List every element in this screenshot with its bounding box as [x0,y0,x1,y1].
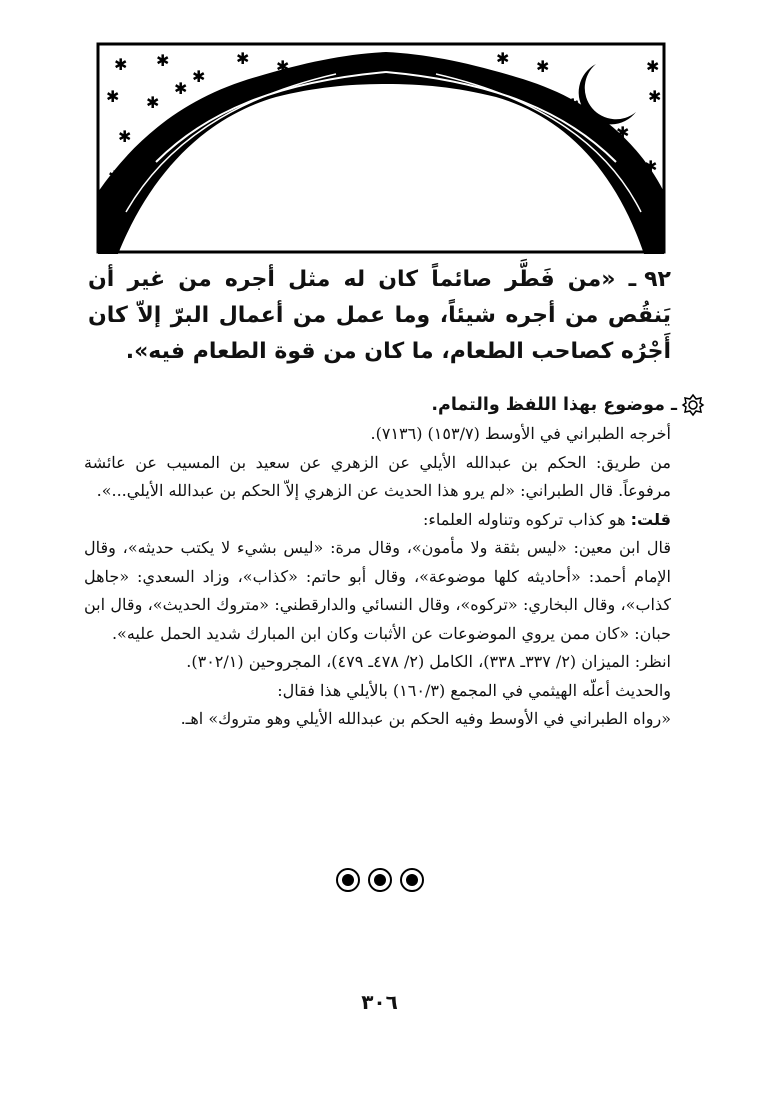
svg-text:✱: ✱ [566,95,580,114]
svg-text:✱: ✱ [156,133,170,152]
section-separator-ornament [330,866,430,894]
svg-text:✱: ✱ [174,79,188,98]
source-line: أخرجه الطبراني في الأوسط (١٥٣/٧) (٧١٣٦). [370,424,671,443]
critics-paragraph: قال ابن معين: «ليس بثقة ولا مأمون»، وقال مرة: «ليس بشيء لا يكتب حديثه»، وقال الإمام أحمد: «أحاديثه كلها موضوعة»، وقال أبو حاتم: «كذاب»، وزاد السعدي: «جاهل كذاب»، وقال البخاري: «تركوه»، وقال النسائي والدارقطني: «متروك الحديث»، وقال ابن حبان: «كان ممن يروي الموضوعات عن الأثبات وكان ابن المبارك شديد الحمل عليه». [84,538,671,643]
qult-text: هو كذاب تركوه وتناوله العلماء: [423,509,631,529]
svg-text:✱: ✱ [146,93,160,112]
crescent-night-arch-ornament [96,42,666,254]
references-paragraph: انظر: الميزان (٢/ ٣٣٧ـ ٣٣٨)، الكامل (٢/ ٤٧٨ـ ٤٧٩)، المجروحين (٣٠٢/١). [186,652,671,671]
svg-text:✱: ✱ [646,57,660,76]
page-number: ٣٠٦ [361,990,398,1014]
svg-text:✱: ✱ [648,87,662,106]
hadith-text [88,262,671,370]
svg-text:✱: ✱ [496,49,510,68]
svg-text:✱: ✱ [156,51,170,70]
svg-text:✱: ✱ [118,127,132,146]
qult-label: قلت: [630,509,671,529]
svg-text:✱: ✱ [616,123,630,142]
svg-text:✱: ✱ [276,57,290,76]
ruling-heading [88,392,677,418]
hadith-number: ٩٢ [644,267,671,292]
hadith-body: «من فَطَّر صائماً كان له مثل أجره من غير أن يَنقُص من أجره شيئاً، وما عمل من أعمال البرّ إلاّ كان أَجْرُه كصاحب الطعام، ما كان من قوة الطعام فيه». [88,267,671,364]
qult-paragraph [84,506,671,535]
svg-text:✱: ✱ [236,49,250,68]
flower-bullet-icon [681,393,705,417]
svg-text:✱: ✱ [106,87,120,106]
quote-paragraph: «رواه الطبراني في الأوسط وفيه الحكم بن عبدالله الأيلي وهو متروك» اهـ. [180,709,671,728]
haythami-paragraph: والحديث أعلّه الهيثمي في المجمع (١٦٠/٣) بالأيلي هذا فقال: [277,680,671,700]
svg-text:✱: ✱ [114,55,128,74]
svg-text:✱: ✱ [536,57,550,76]
svg-text:✱: ✱ [192,67,206,86]
chain-paragraph: من طريق: الحكم بن عبدالله الأيلي عن الزهري عن سعيد بن المسيب عن عائشة مرفوعاً. قال الطبراني: «لم يرو هذا الحديث عن الزهري إلاّ الحكم بن عبدالله الأيلي...». [84,452,671,500]
ruling-text: ـ موضوع بهذا اللفظ والتمام. [431,395,677,415]
svg-text:✱: ✱ [108,167,122,186]
commentary [84,420,671,734]
svg-text:✱: ✱ [644,157,658,176]
hadith-dash: ـ [628,267,637,292]
